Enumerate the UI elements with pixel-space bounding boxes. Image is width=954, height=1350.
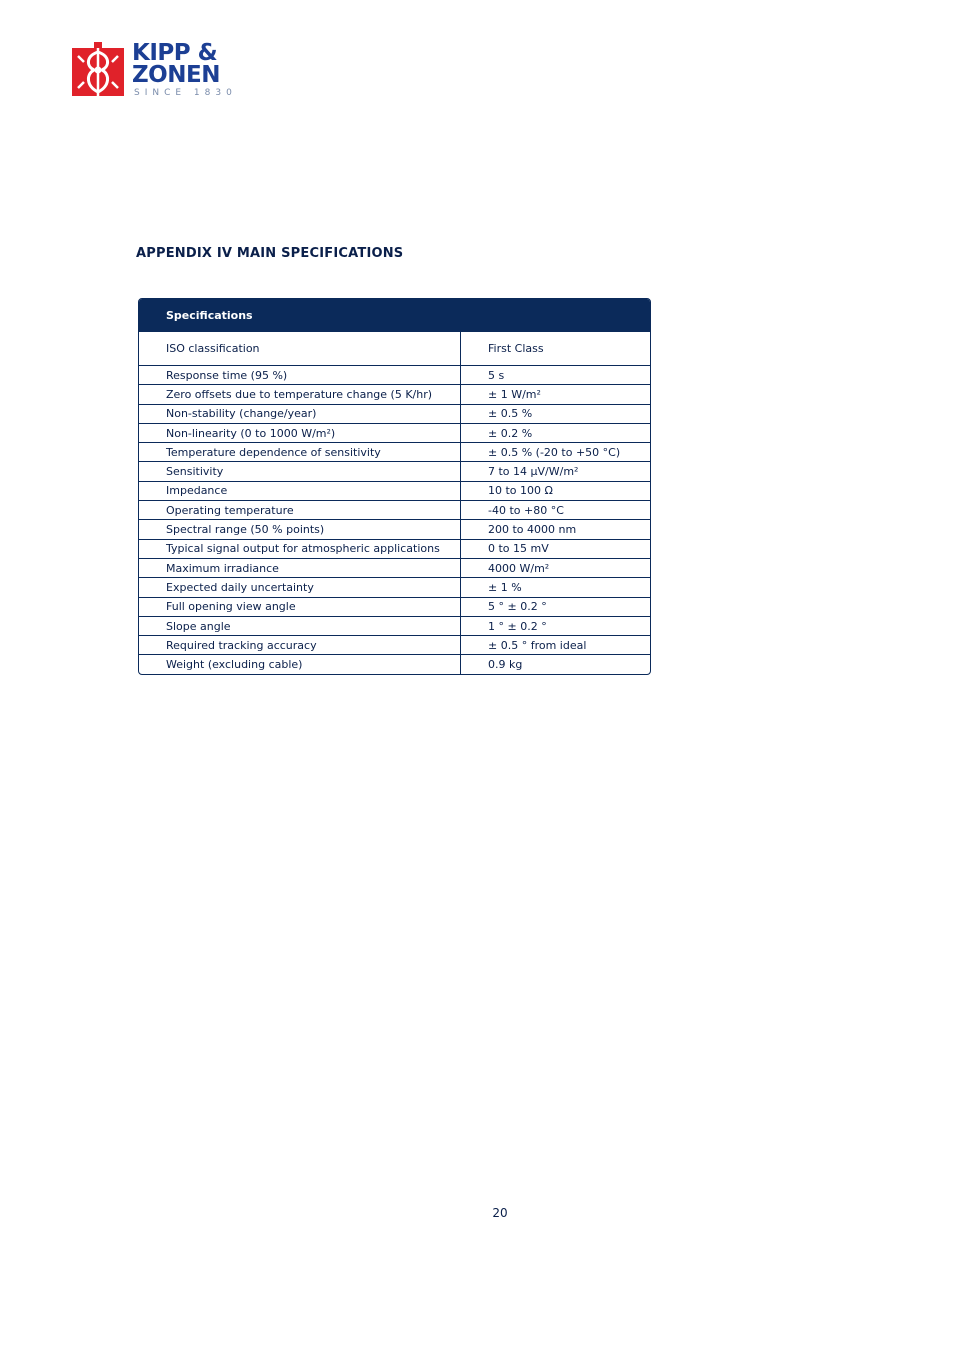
table-row	[139, 597, 650, 616]
spec-value: 5 ° ± 0.2 °	[488, 600, 547, 614]
table-row	[139, 384, 650, 403]
table-row	[139, 461, 650, 480]
table-row	[139, 442, 650, 461]
table-row	[139, 616, 650, 635]
logo-line-2: ZONEN	[132, 62, 220, 88]
spec-value: 4000 W/m²	[488, 561, 550, 575]
logo-since: SINCE 1830	[134, 88, 237, 98]
table-header	[139, 299, 650, 331]
table-row	[139, 577, 650, 596]
spec-label: Zero offsets due to temperature change (5 K/hr)	[139, 385, 461, 403]
spec-value: 1 ° ± 0.2 °	[488, 619, 547, 633]
spec-label: Expected daily uncertainty	[139, 578, 461, 596]
table-row	[139, 331, 650, 365]
spec-label: ISO classification	[139, 332, 461, 365]
spec-label: Weight (excluding cable)	[139, 655, 461, 673]
spec-value: ± 0.5 %	[488, 407, 533, 421]
spec-label: Slope angle	[139, 617, 461, 635]
table-row	[139, 654, 650, 673]
spec-value: ± 0.5 % (-20 to +50 °C)	[488, 445, 621, 459]
spec-label: Temperature dependence of sensitivity	[139, 443, 461, 461]
kipp-zonen-logo-icon	[72, 42, 124, 98]
spec-value: 7 to 14 µV/W/m²	[488, 465, 579, 479]
table-row	[139, 519, 650, 538]
spec-label: Non-stability (change/year)	[139, 405, 461, 423]
spec-value: ± 1 %	[488, 580, 522, 594]
spec-label: Maximum irradiance	[139, 559, 461, 577]
page-number: 20	[492, 1206, 508, 1220]
table-header-label: Specifications	[166, 308, 253, 322]
spec-label: Spectral range (50 % points)	[139, 520, 461, 538]
spec-label: Operating temperature	[139, 501, 461, 519]
spec-label: Full opening view angle	[139, 598, 461, 616]
table-row	[139, 558, 650, 577]
spec-value: First Class	[488, 342, 544, 355]
logo-line-1: KIPP &	[132, 40, 218, 66]
spec-value: 200 to 4000 nm	[488, 523, 577, 537]
spec-value: 10 to 100 Ω	[488, 484, 553, 498]
table-row	[139, 500, 650, 519]
table-row	[139, 404, 650, 423]
logo-wordmark	[132, 42, 220, 86]
spec-value: ± 0.5 ° from ideal	[488, 638, 587, 652]
spec-label: Typical signal output for atmospheric applications	[139, 540, 461, 558]
spec-label: Required tracking accuracy	[139, 636, 461, 654]
table-row	[139, 365, 650, 384]
spec-value: 0.9 kg	[488, 658, 523, 672]
table-row	[139, 423, 650, 442]
table-row	[139, 481, 650, 500]
table-row	[139, 539, 650, 558]
spec-value: ± 0.2 %	[488, 426, 533, 440]
spec-value: 0 to 15 mV	[488, 542, 549, 556]
section-heading: APPENDIX IV MAIN SPECIFICATIONS	[136, 246, 404, 261]
spec-label: Sensitivity	[139, 462, 461, 480]
spec-value: ± 1 W/m²	[488, 387, 541, 401]
company-logo	[72, 42, 250, 100]
spec-value: -40 to +80 °C	[488, 503, 564, 517]
table-row	[139, 635, 650, 654]
spec-value: 5 s	[488, 368, 505, 382]
spec-label: Non-linearity (0 to 1000 W/m²)	[139, 424, 461, 442]
spec-label: Impedance	[139, 482, 461, 500]
spec-label: Response time (95 %)	[139, 366, 461, 384]
specifications-table	[138, 298, 651, 675]
